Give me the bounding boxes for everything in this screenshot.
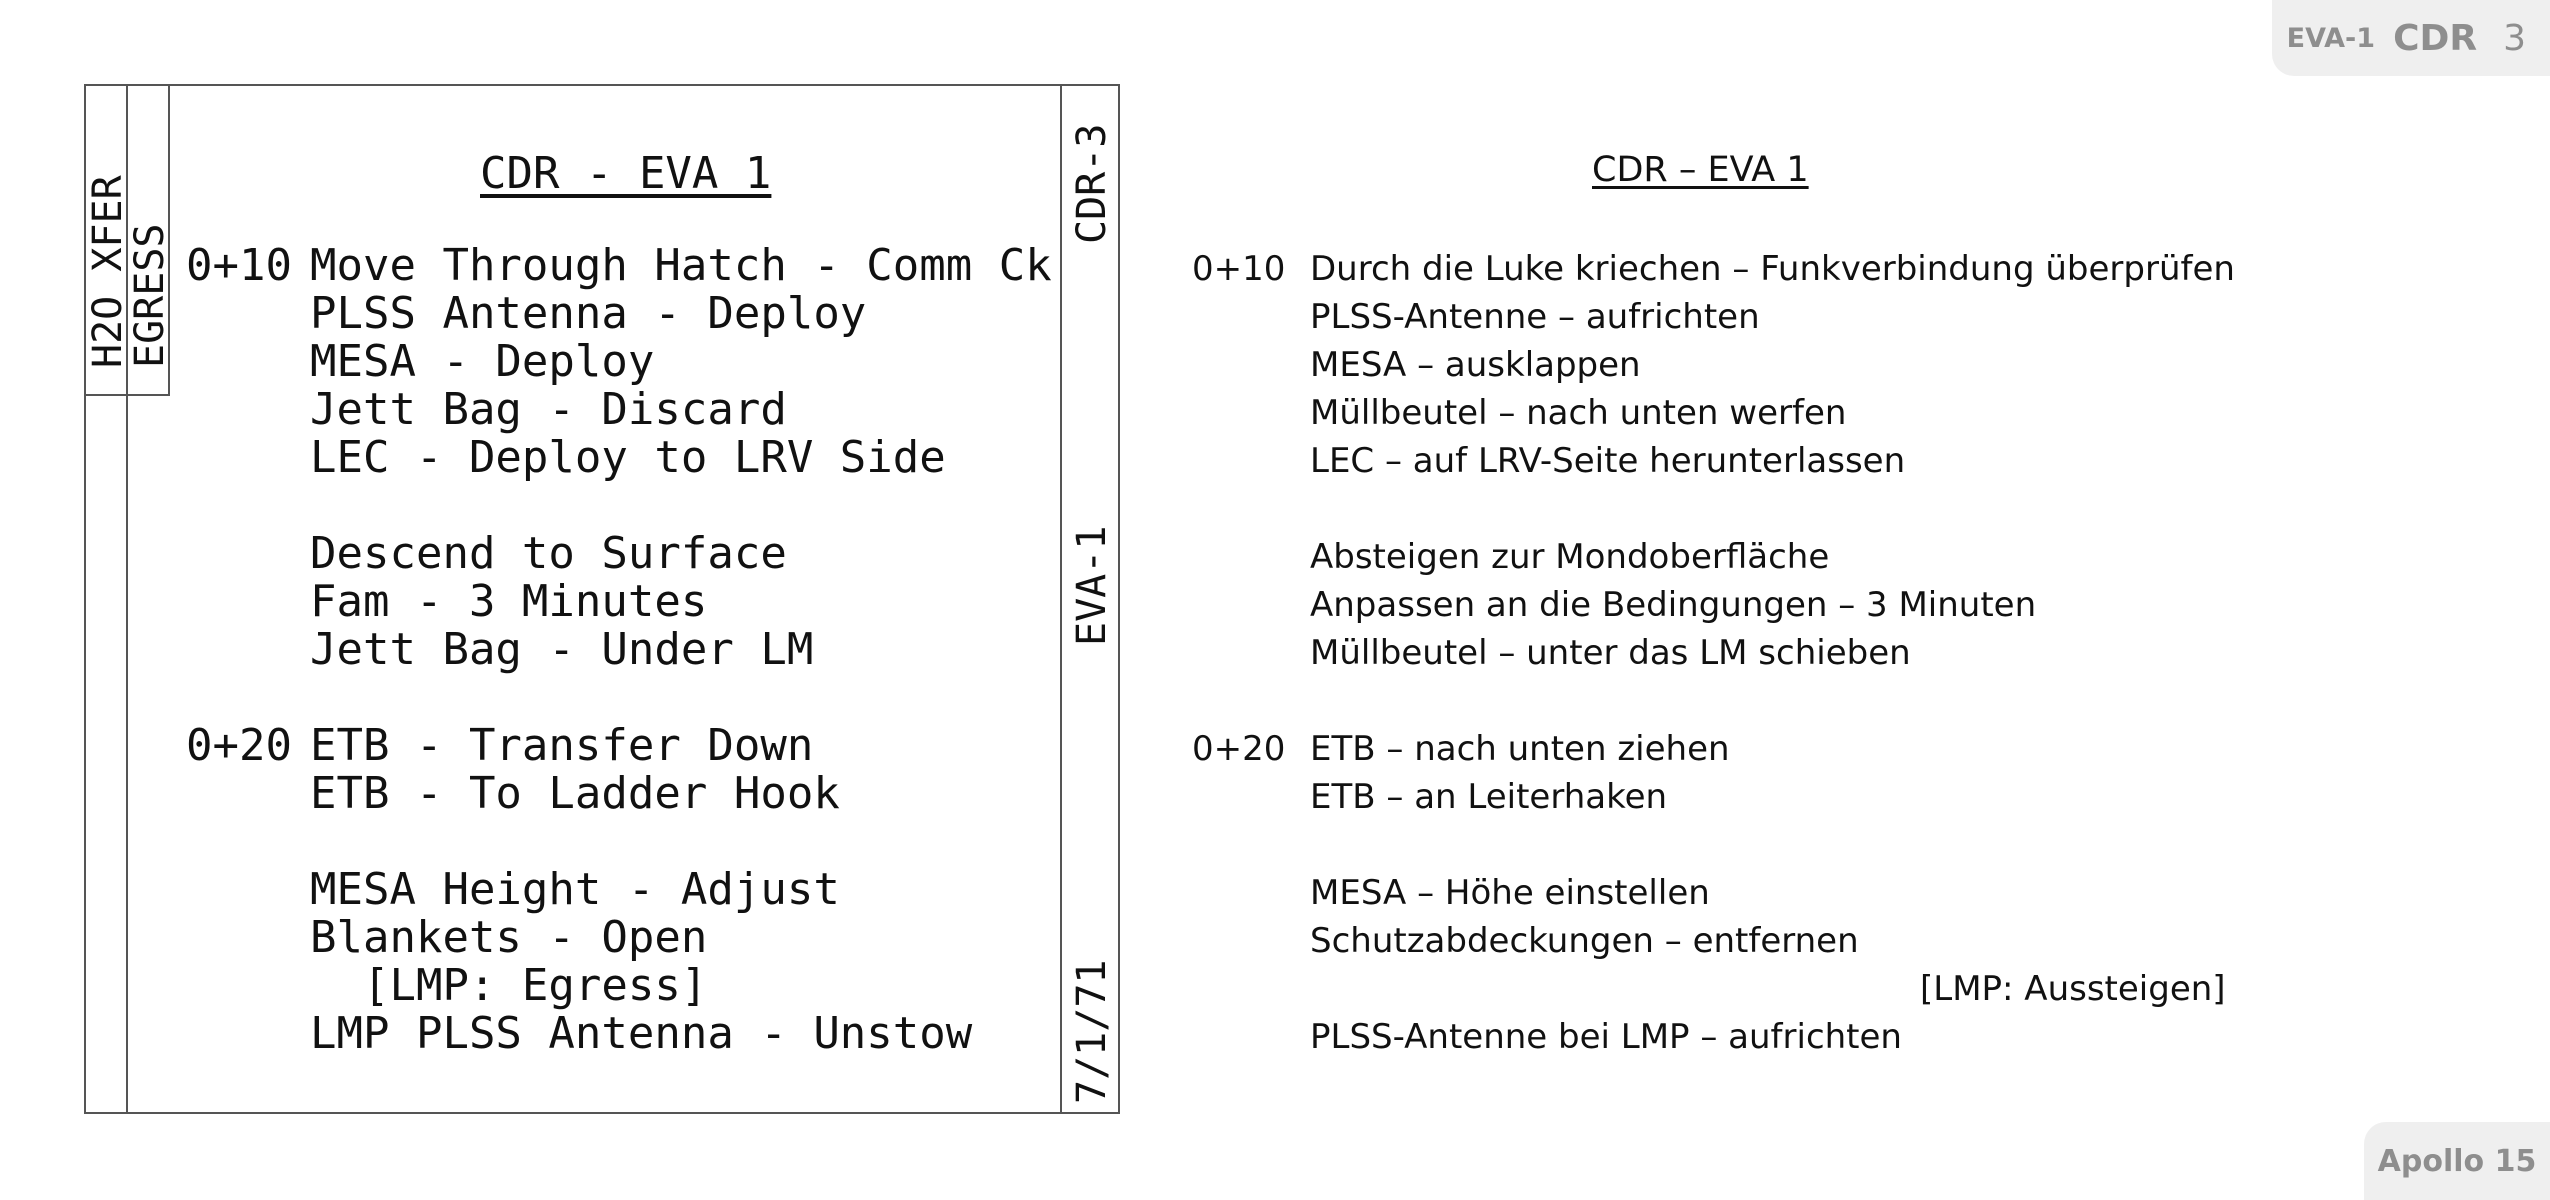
card-line: Descend to Surface bbox=[310, 528, 787, 579]
translation-time: 0+20 bbox=[1192, 729, 1286, 769]
card-line: MESA Height - Adjust bbox=[310, 864, 840, 915]
card-line: ETB - To Ladder Hook bbox=[310, 768, 840, 819]
card-line: Fam - 3 Minutes bbox=[310, 576, 708, 627]
card-line: ETB - Transfer Down bbox=[310, 720, 814, 771]
translation-line: ETB – nach unten ziehen bbox=[1310, 729, 1730, 769]
card-time: 0+20 bbox=[186, 720, 292, 771]
side-tab-egress: EGRESS bbox=[127, 223, 173, 368]
translation-line: Müllbeutel – unter das LM schieben bbox=[1310, 633, 1911, 673]
page-number: 3 bbox=[2503, 17, 2526, 59]
translation-line: ETB – an Leiterhaken bbox=[1310, 777, 1668, 817]
translation-line: Anpassen an die Bedingungen – 3 Minuten bbox=[1310, 585, 2037, 625]
right-tab-eva-1: EVA-1 bbox=[1069, 525, 1115, 646]
translation-title: CDR – EVA 1 bbox=[1592, 150, 1809, 190]
translation-line: [LMP: Aussteigen] bbox=[1920, 969, 2226, 1009]
page-tab-mission: EVA-1 bbox=[2286, 22, 2376, 54]
card-line: MESA - Deploy bbox=[310, 336, 655, 387]
translation-line: PLSS-Antenne – aufrichten bbox=[1310, 297, 1760, 337]
card-line: Blankets - Open bbox=[310, 912, 708, 963]
right-tab-date: 7/1/71 bbox=[1069, 959, 1115, 1104]
card-title: CDR - EVA 1 bbox=[480, 148, 772, 199]
program-label: Apollo 15 bbox=[2377, 1143, 2537, 1179]
card-time: 0+10 bbox=[186, 240, 292, 291]
program-tab bbox=[2364, 1122, 2550, 1200]
right-tab-cdr-3: CDR-3 bbox=[1069, 123, 1115, 244]
card-line: LMP PLSS Antenna - Unstow bbox=[310, 1008, 973, 1059]
translation-time: 0+10 bbox=[1192, 249, 1286, 289]
side-tab-h2o-xfer: H2O XFER bbox=[85, 175, 131, 368]
checklist-card bbox=[84, 84, 1120, 1114]
card-line: Jett Bag - Discard bbox=[310, 384, 787, 435]
card-line: PLSS Antenna - Deploy bbox=[310, 288, 867, 339]
translation-line: MESA – Höhe einstellen bbox=[1310, 873, 1710, 913]
page-tab bbox=[2272, 0, 2550, 76]
translation-line: Müllbeutel – nach unten werfen bbox=[1310, 393, 1847, 433]
card-line: [LMP: Egress] bbox=[310, 960, 708, 1011]
translation-line: PLSS-Antenne bei LMP – aufrichten bbox=[1310, 1017, 1902, 1057]
translation-line: MESA – ausklappen bbox=[1310, 345, 1641, 385]
card-line: Move Through Hatch - Comm Ck bbox=[310, 240, 1052, 291]
card-line: Jett Bag - Under LM bbox=[310, 624, 814, 675]
translation-line: Durch die Luke kriechen – Funkverbindung überprüfen bbox=[1310, 249, 2235, 289]
page-tab-role: CDR bbox=[2393, 17, 2478, 59]
translation-line: Absteigen zur Mondoberfläche bbox=[1310, 537, 1830, 577]
card-line: LEC - Deploy to LRV Side bbox=[310, 432, 946, 483]
translation-line: Schutzabdeckungen – entfernen bbox=[1310, 921, 1859, 961]
translation-line: LEC – auf LRV-Seite herunterlassen bbox=[1310, 441, 1906, 481]
